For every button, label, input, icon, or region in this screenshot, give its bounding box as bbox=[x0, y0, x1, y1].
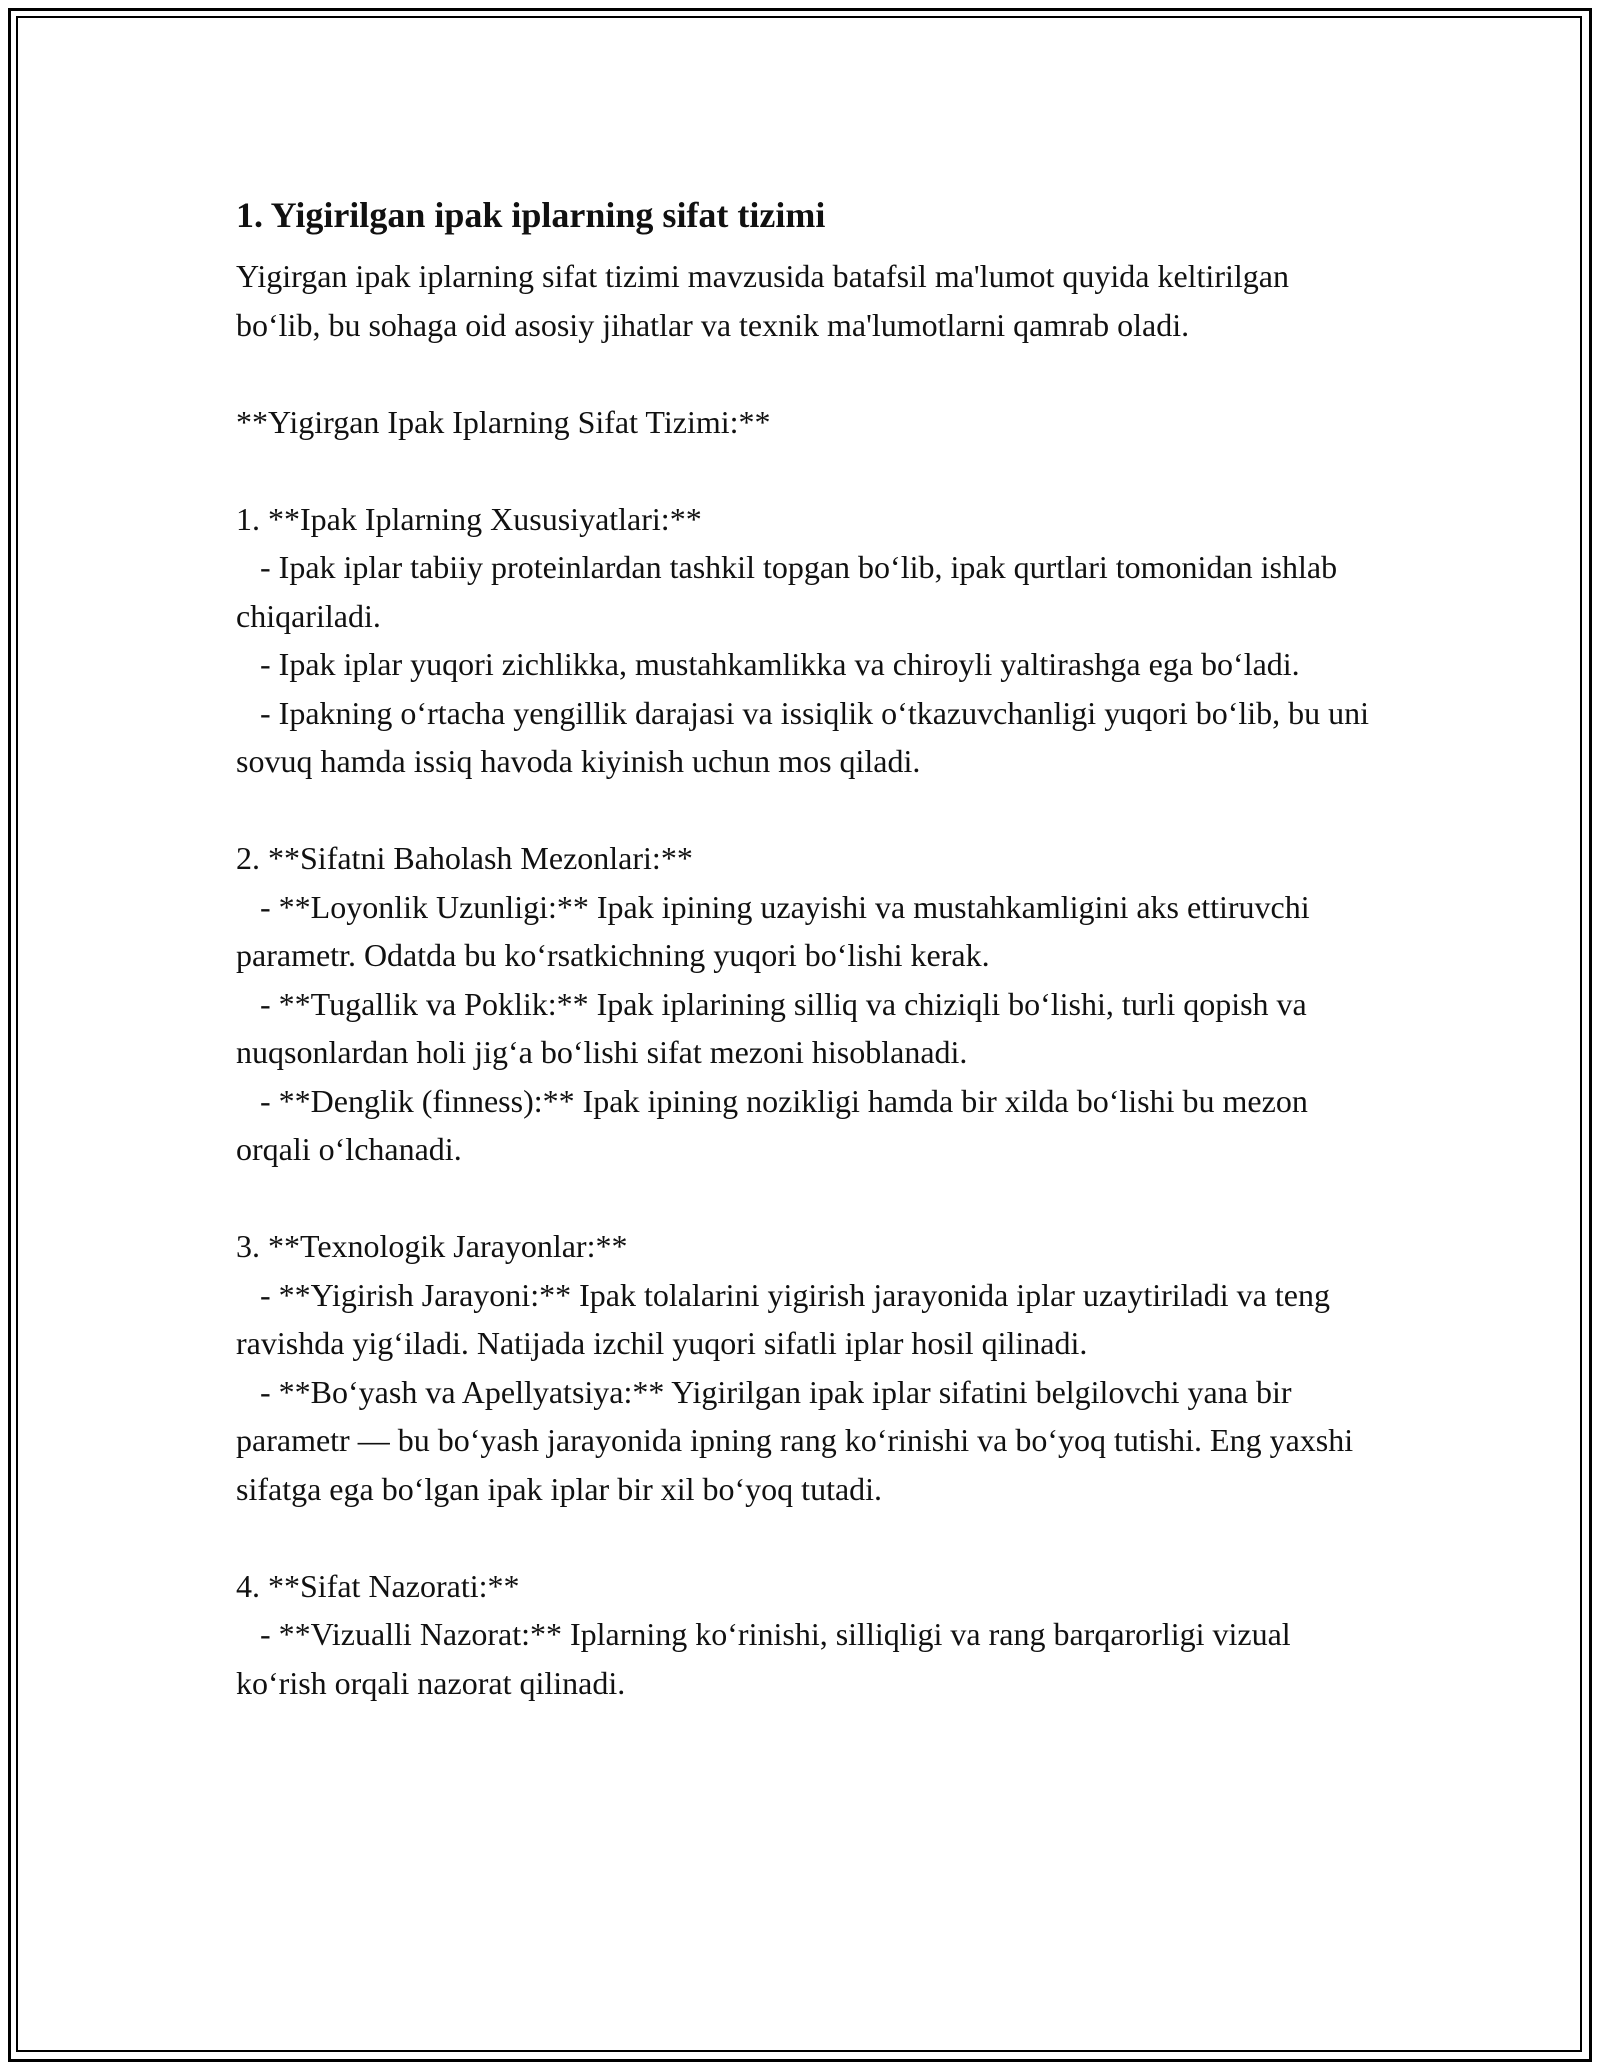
list-item: - Ipakning o‘rtacha yengillik darajasi va issiqlik o‘tkazuvchanligi yuqori bo‘lib, bu uni sovuq hamda issiq havoda kiyinish uchun mos qiladi. bbox=[236, 694, 1378, 779]
list-item: - Ipak iplar tabiiy proteinlardan tashkil topgan bo‘lib, ipak qurtlari tomonidan ishlab chiqariladi. bbox=[236, 549, 1346, 634]
list-item: - **Bo‘yash va Apellyatsiya:** Yigirilgan ipak iplar sifatini belgilovchi yana bir parametr — bu bo‘yash jarayonida ipning rang ko‘rinishi va bo‘yoq tutishi. Eng yaxshi sifatga ega bo‘lgan ipak iplar bir xil bo‘yoq tutadi. bbox=[236, 1373, 1362, 1507]
list-item: - **Vizualli Nazorat:** Iplarning ko‘rinishi, silliqligi va rang barqarorligi vizual ko‘rish orqali nazorat qilinadi. bbox=[236, 1616, 1299, 1701]
section-title: 1. **Ipak Iplarning Xususiyatlari:** bbox=[236, 500, 702, 537]
spacer bbox=[236, 1174, 1376, 1223]
section-1 bbox=[236, 495, 1376, 786]
spacer bbox=[236, 349, 1376, 398]
section-title: 4. **Sifat Nazorati:** bbox=[236, 1567, 520, 1604]
list-item: - **Yigirish Jarayoni:** Ipak tolalarini yigirish jarayonida iplar uzaytiriladi va teng ravishda yig‘iladi. Natijada izchil yuqori sifatli iplar hosil qilinadi. bbox=[236, 1276, 1338, 1361]
section-title: 2. **Sifatni Baholash Mezonlari:** bbox=[236, 840, 693, 876]
section-4 bbox=[236, 1562, 1376, 1708]
section-2 bbox=[236, 834, 1376, 1174]
section-title: 3. **Texnologik Jarayonlar:** bbox=[236, 1228, 628, 1264]
document-heading: 1. Yigirilgan ipak iplarning sifat tizimi bbox=[236, 195, 826, 235]
document-subtitle: **Yigirgan Ipak Iplarning Sifat Tizimi:** bbox=[236, 403, 771, 440]
section-3 bbox=[236, 1222, 1376, 1513]
spacer bbox=[236, 446, 1376, 495]
list-item: - **Loyonlik Uzunligi:** Ipak ipining uzayishi va mustahkamligini aks ettiruvchi parametr. Odatda bu ko‘rsatkichning yuqori bo‘lishi kerak. bbox=[236, 888, 1318, 973]
intro-paragraph: Yigirgan ipak iplarning sifat tizimi mavzusida batafsil ma'lumot quyida keltirilgan bo‘lib, bu sohaga oid asosiy jihatlar va texnik ma'lumotlarni qamrab oladi. bbox=[236, 258, 1297, 343]
list-item: - Ipak iplar yuqori zichlikka, mustahkamlikka va chiroyli yaltirashga ega bo‘ladi. bbox=[236, 646, 1300, 682]
list-item: - **Denglik (finness):** Ipak ipining nozikligi hamda bir xilda bo‘lishi bu mezon orqali o‘lchanadi. bbox=[236, 1082, 1316, 1167]
document-body bbox=[236, 188, 1376, 1707]
list-item: - **Tugallik va Poklik:** Ipak iplarining silliq va chiziqli bo‘lishi, turli qopish va nuqsonlardan holi jig‘a bo‘lishi sifat mezoni hisoblanadi. bbox=[236, 985, 1315, 1070]
spacer bbox=[236, 1513, 1376, 1562]
spacer bbox=[236, 786, 1376, 835]
